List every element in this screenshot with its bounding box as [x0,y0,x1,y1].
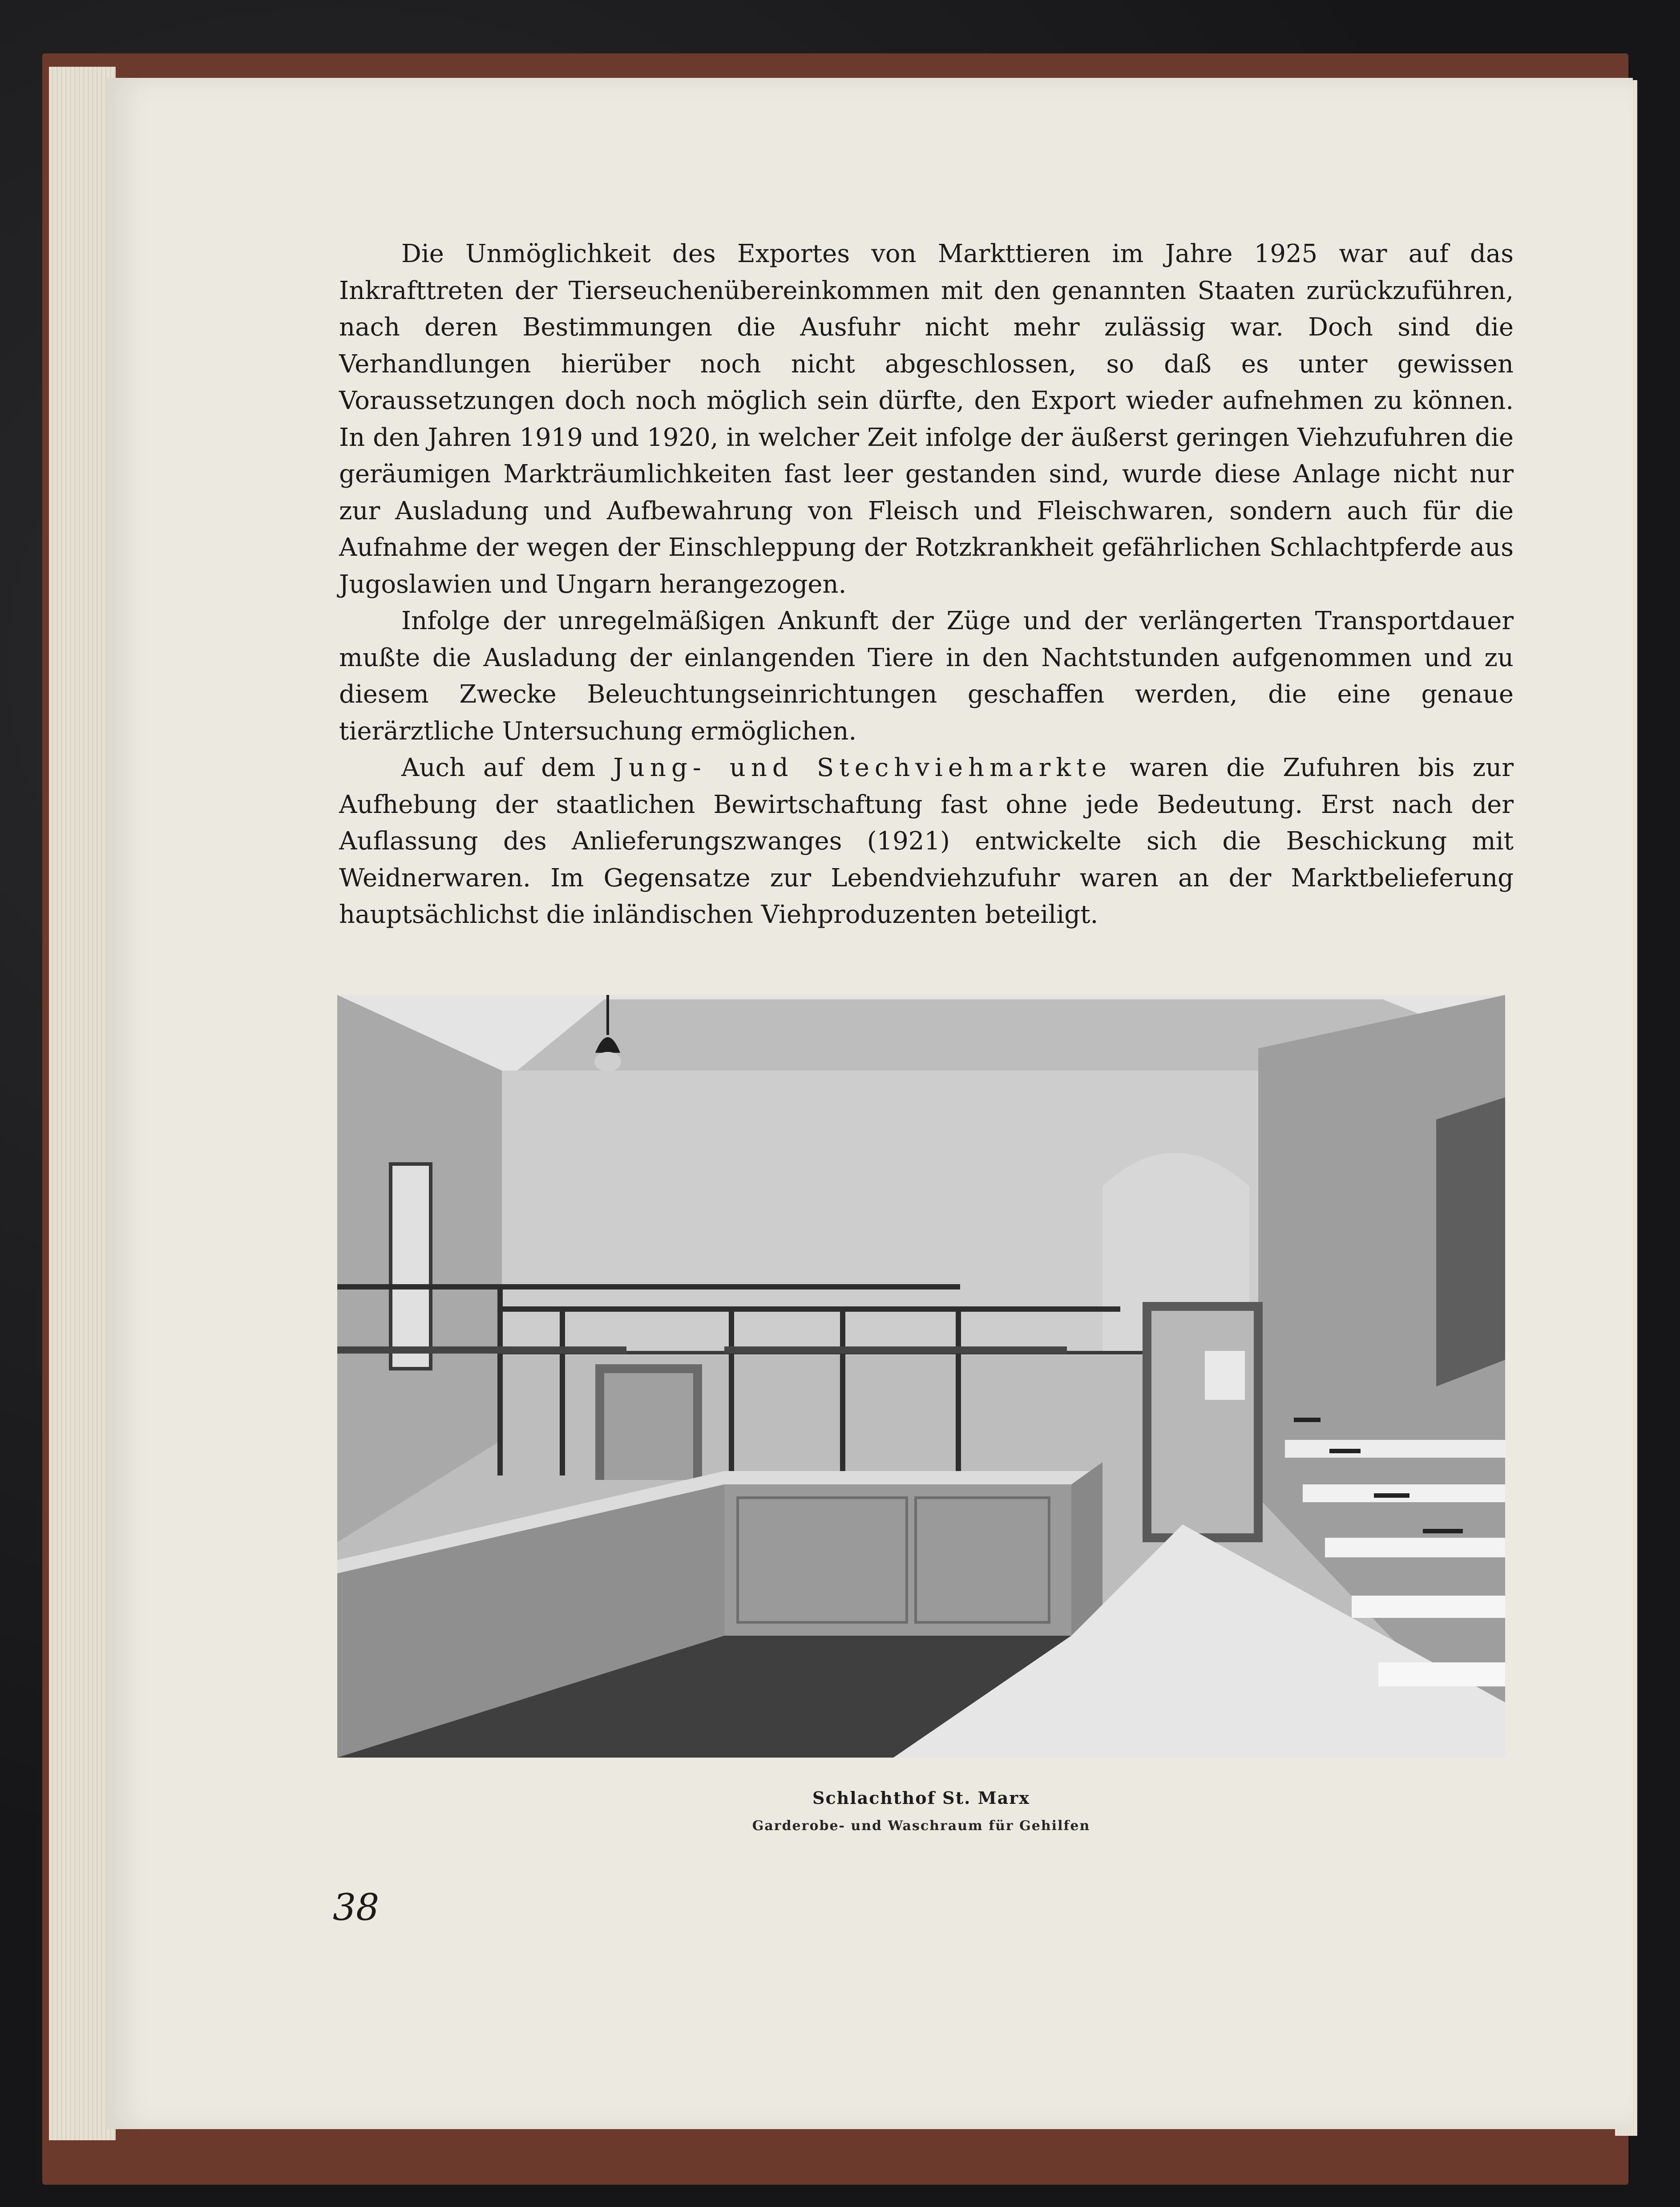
spaced-term: Jung- und Stechviehmarkte [613,753,1112,782]
photograph-washroom [337,995,1505,1758]
paragraph-2: Infolge der unregelmäßigen Ankunft der Züge und der verlängerten Transportdauer mußte die Ausladung der einlangenden Tiere in den Nachtstunden aufgenommen und zu diesem Zwecke Beleuchtungseinrichtungen geschaffen werden, die eine genaue tierärztliche Untersuchung ermöglichen. [339,606,1514,746]
paragraph-3 [339,750,1514,934]
caption-title: Schlachthof St. Marx [812,1788,1030,1808]
body-text [339,236,1514,934]
paragraph-1: Die Unmöglichkeit des Exportes von Markttieren im Jahre 1925 war auf das Inkrafttreten der Tierseuchenübereinkommen mit den genannten Staaten zurückzuführen, nach deren Bestimmungen die Ausfuhr nicht mehr zulässig war. Doch sind die Verhandlungen hierüber noch nicht abgeschlossen, so daß es unter gewissen Voraussetzungen doch noch möglich sein dürfte, den Export wieder aufnehmen zu können. In den Jahren 1919 und 1920, in welcher Zeit infolge der äußerst geringen Viehzufuhren die geräumigen Markträumlichkeiten fast leer gestanden sind, wurde diese Anlage nicht nur zur Ausladung und Aufbewahrung von Fleisch und Fleischwaren, sondern auch für die Aufnahme der wegen der Einschleppung der Rotzkrankheit gefährlichen Schlachtpferde aus Jugoslawien und Ungarn herangezogen. [339,239,1514,599]
page-edges-left [49,67,116,2140]
caption-subtitle: Garderobe- und Waschraum für Gehilfen [752,1818,1090,1834]
paragraph-3-rest: waren die Zufuhren bis zur Aufhebung der staatlichen Bewirtschaftung fast ohne jede Bedeutung. Erst nach der Auflassung des Anlieferungszwanges (1921) entwickelte sich die Beschickung mit Weidnerwaren. Im Gegensatze zur Lebendviehzufuhr waren an der Marktbelieferung hauptsächlichst die inländischen Viehproduzenten beteiligt. [339,753,1514,929]
page-number: 38 [333,1887,380,1929]
photograph-illustration [337,995,1505,1758]
paragraph-3-start: Auch auf dem [401,753,614,782]
